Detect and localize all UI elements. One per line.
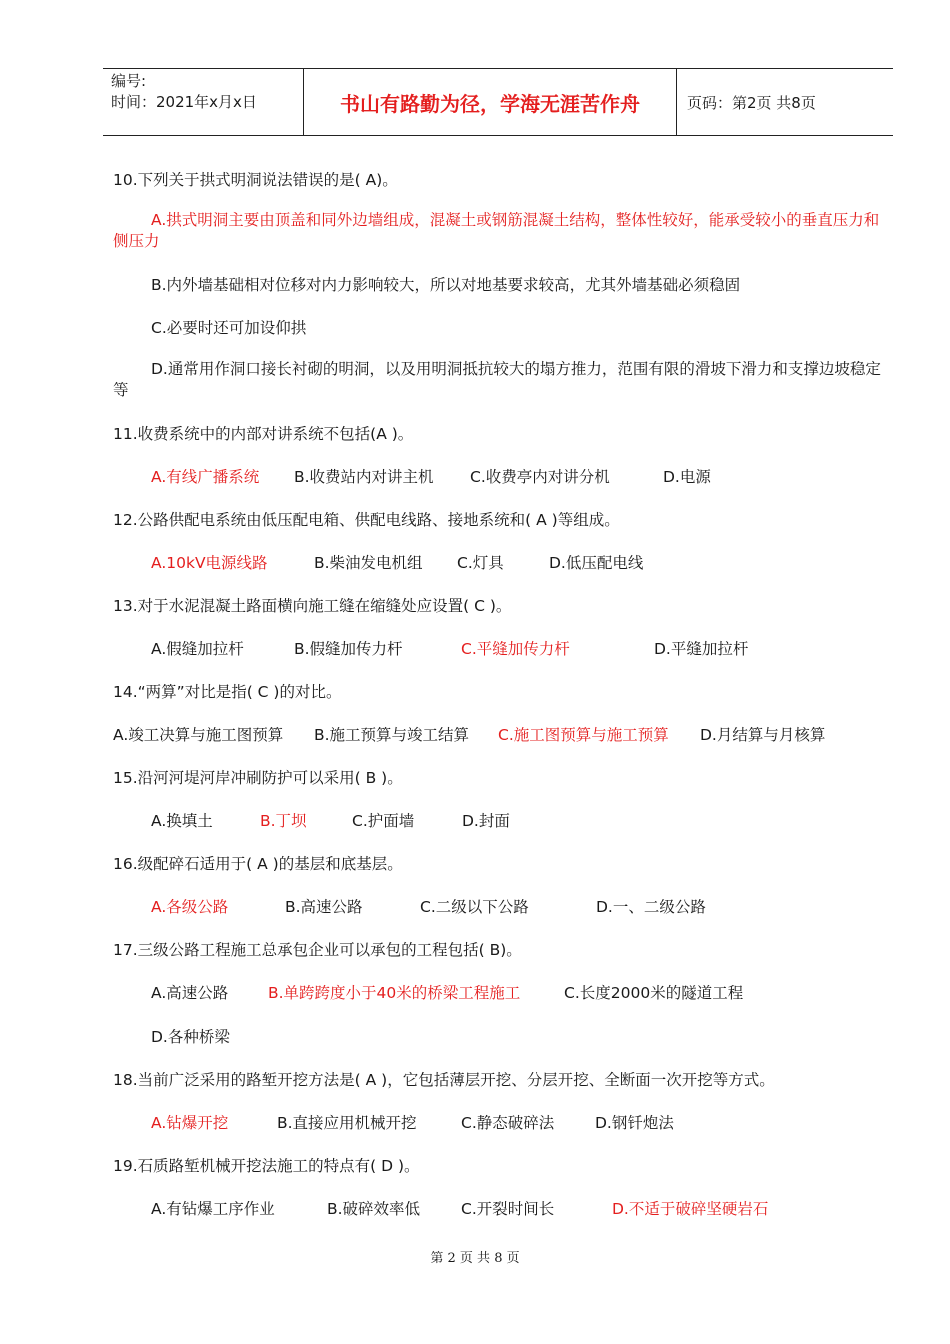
option-b: B.单跨跨度小于40米的桥梁工程施工 — [268, 984, 521, 1002]
header-motto: 书山有路勤为径，学海无涯苦作舟 — [303, 69, 677, 135]
time-label: 时间：2021年x月x日 — [111, 93, 257, 111]
option-c: C.开裂时间长 — [461, 1200, 555, 1218]
header-page-label: 页码：第2页 共8页 — [687, 93, 816, 112]
option-d: D.各种桥梁 — [151, 1028, 230, 1046]
option-c: C.收费亭内对讲分机 — [470, 468, 610, 486]
number-label: 编号: — [111, 72, 147, 90]
option-a: A.高速公路 — [151, 984, 229, 1002]
option-d: D.钢钎炮法 — [595, 1114, 674, 1132]
option-c: C.必要时还可加设仰拱 — [151, 319, 307, 337]
option-d: D.封面 — [462, 812, 510, 830]
option-a: A.各级公路 — [151, 898, 229, 916]
option-d: D.不适于破碎坚硬岩石 — [612, 1200, 769, 1218]
option-c: C.长度2000米的隧道工程 — [564, 984, 744, 1002]
option-b: B.收费站内对讲主机 — [294, 468, 434, 486]
option-b: B.假缝加传力杆 — [294, 640, 403, 658]
option-a: A.竣工决算与施工图预算 — [113, 726, 284, 744]
option-b: B.直接应用机械开挖 — [277, 1114, 417, 1132]
option-d: D.一、二级公路 — [596, 898, 706, 916]
option-d: D.平缝加拉杆 — [654, 640, 749, 658]
option-d: D.通常用作洞口接长衬砌的明洞，以及用明洞抵抗较大的塌方推力，范围有限的滑坡下滑力和支撑边坡稳定等 — [113, 360, 881, 399]
header-meta — [103, 69, 303, 135]
option-d: D.月结算与月核算 — [700, 726, 826, 744]
question-stem: 12.公路供配电系统由低压配电箱、供配电线路、接地系统和( A )等组成。 — [113, 511, 620, 529]
option-a: A.钻爆开挖 — [151, 1114, 229, 1132]
question-stem: 17.三级公路工程施工总承包企业可以承包的工程包括( B)。 — [113, 941, 522, 959]
option-a: A.有钻爆工序作业 — [151, 1200, 275, 1218]
question-stem: 19.石质路堑机械开挖法施工的特点有( D )。 — [113, 1157, 420, 1175]
question-stem: 15.沿河河堤河岸冲刷防护可以采用( B )。 — [113, 769, 403, 787]
option-b: B.丁坝 — [260, 812, 307, 830]
option-a: A.换填土 — [151, 812, 213, 830]
option-c: C.静态破碎法 — [461, 1114, 555, 1132]
question-stem: 13.对于水泥混凝土路面横向施工缝在缩缝处应设置( C )。 — [113, 597, 512, 615]
question-stem: 11.收费系统中的内部对讲系统不包括(A )。 — [113, 425, 414, 443]
option-b: B.高速公路 — [285, 898, 363, 916]
question-stem: 14.“两算”对比是指( C )的对比。 — [113, 683, 342, 701]
option-a: A.有线广播系统 — [151, 468, 260, 486]
page-footer: 第 2 页 共 8 页 — [430, 1251, 520, 1266]
option-c: C.灯具 — [457, 554, 504, 572]
option-d: D.低压配电线 — [549, 554, 644, 572]
option-c: C.平缝加传力杆 — [461, 640, 570, 658]
option-a: A.假缝加拉杆 — [151, 640, 244, 658]
option-b: B.破碎效率低 — [327, 1200, 421, 1218]
question-stem: 16.级配碎石适用于( A )的基层和底基层。 — [113, 855, 403, 873]
option-b: B.施工预算与竣工结算 — [314, 726, 470, 744]
question-stem: 10.下列关于拱式明洞说法错误的是( A)。 — [113, 171, 398, 189]
option-c: C.护面墙 — [352, 812, 415, 830]
option-c: C.二级以下公路 — [420, 898, 529, 916]
question-stem: 18.当前广泛采用的路堑开挖方法是( A )，它包括薄层开挖、分层开挖、全断面一次开挖等方式。 — [113, 1071, 775, 1089]
option-c: C.施工图预算与施工预算 — [498, 726, 669, 744]
option-b: B.柴油发电机组 — [314, 554, 423, 572]
option-a: A.10kV电源线路 — [151, 554, 268, 572]
option-b: B.内外墙基础相对位移对内力影响较大，所以对地基要求较高，尤其外墙基础必须稳固 — [151, 276, 741, 294]
page-header — [103, 68, 893, 136]
option-a: A.拱式明洞主要由顶盖和同外边墙组成，混凝土或钢筋混凝土结构，整体性较好，能承受较小的垂直压力和侧压力 — [113, 211, 880, 250]
option-d: D.电源 — [663, 468, 711, 486]
